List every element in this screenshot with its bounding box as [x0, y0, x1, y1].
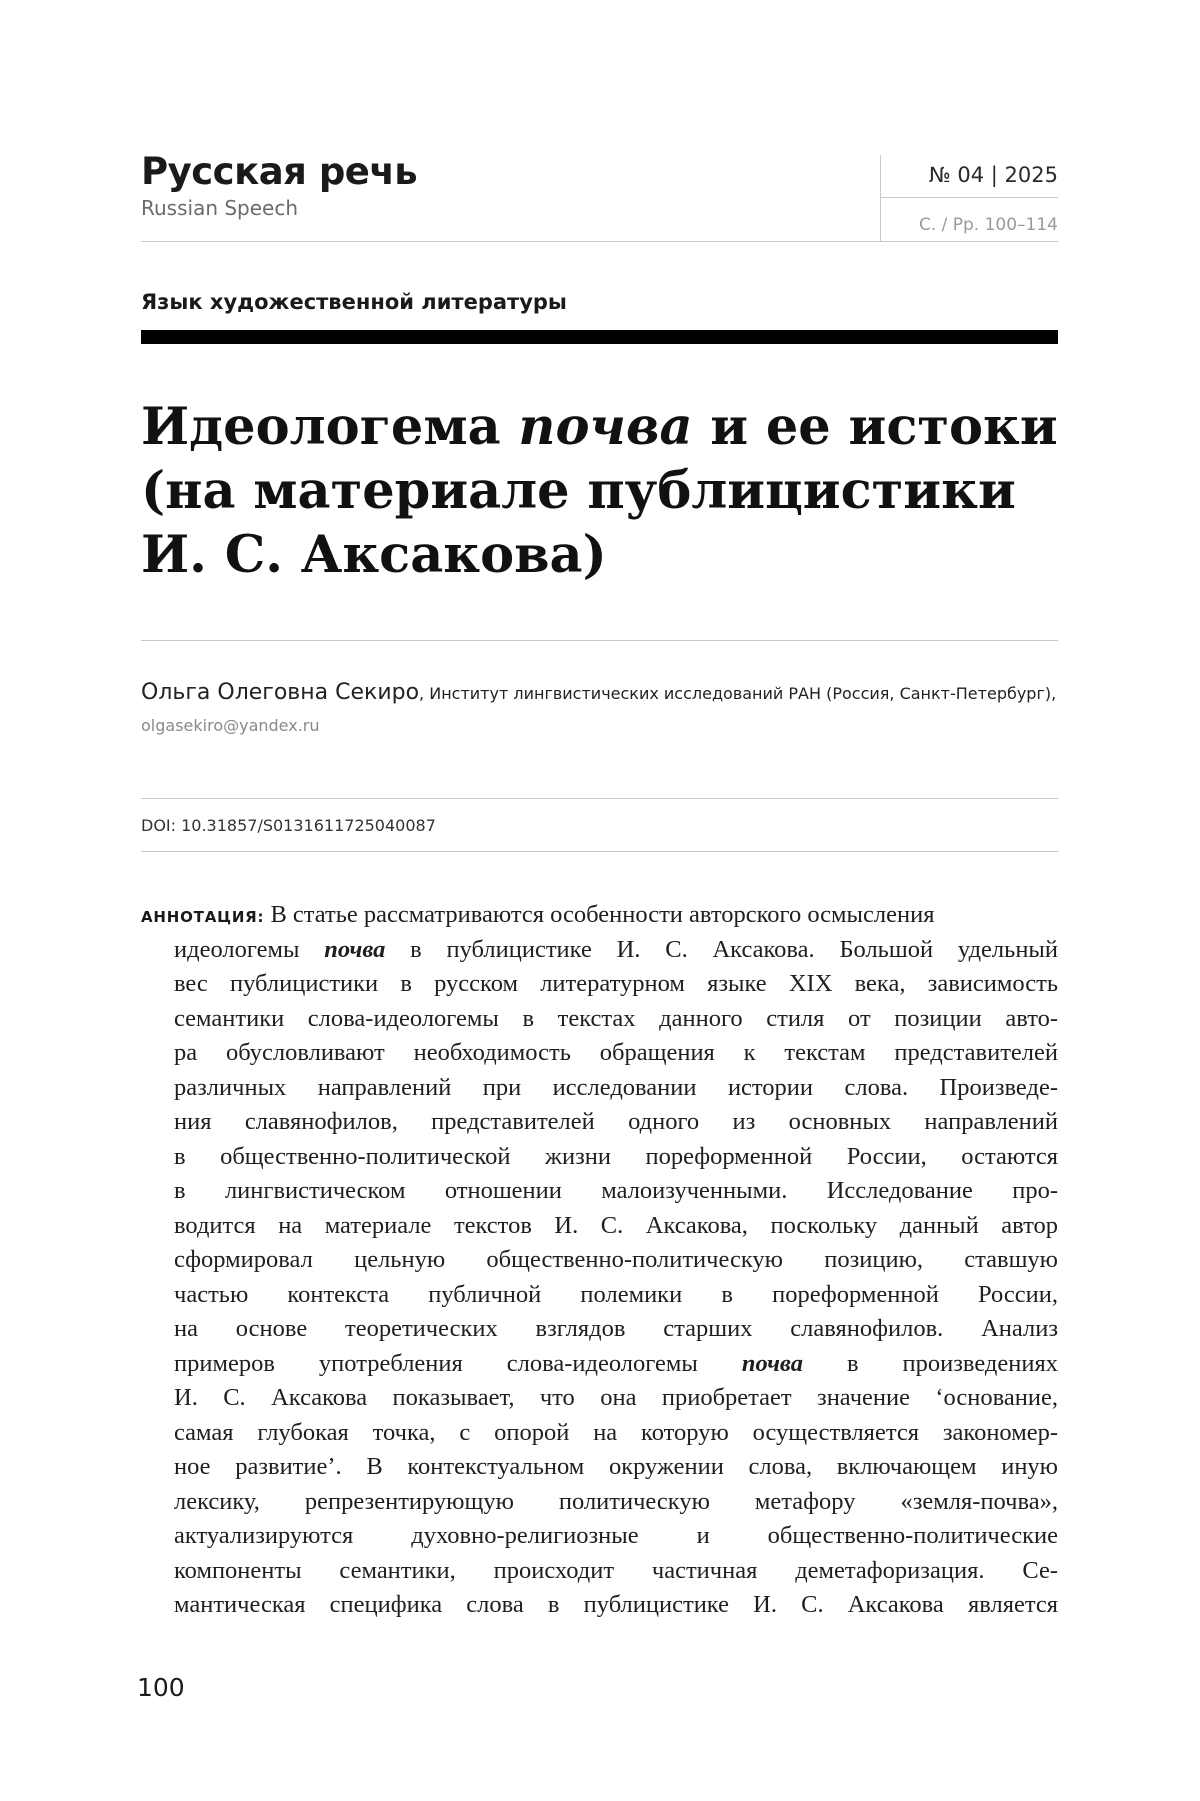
author-line — [141, 680, 1056, 705]
doi-rule-top — [141, 798, 1058, 799]
title-keyword-pochva: почва — [518, 397, 693, 457]
article-title-line-3: И. С. Аксакова) — [141, 525, 607, 585]
abstract-line: на основе теоретических взглядов старших славянофилов. Анализ — [174, 1315, 1058, 1342]
abstract-keyword-pochva: почва — [324, 935, 386, 963]
abstract — [141, 898, 1058, 1623]
abstract-line: И. С. Аксакова показывает, что она приобретает значение ‘основание, — [174, 1384, 1058, 1411]
author-affiliation: , Институт лингвистических исследований РАН (Россия, Санкт-Петербург), — [419, 684, 1057, 703]
abstract-line: самая глубокая точка, с опорой на которую осуществляется закономер- — [174, 1418, 1058, 1446]
abstract-line: ра обусловливают необходимость обращения к текстам представителей — [174, 1039, 1058, 1066]
abstract-line: различных направлений при исследовании истории слова. Произведе- — [174, 1073, 1058, 1101]
header-rule — [141, 241, 1058, 242]
abstract-line: актуализируются духовно-религиозные и общественно-политические — [174, 1522, 1058, 1549]
abstract-line: частью контекста публичной полемики в пореформенной России, — [174, 1280, 1058, 1308]
abstract-line: сформировал цельную общественно-политическую позицию, ставшую — [174, 1246, 1058, 1273]
author-name: Ольга Олеговна Секиро — [141, 680, 420, 705]
issue-number: № 04 | 2025 — [928, 163, 1058, 187]
abstract-line: компоненты семантики, происходит частичная деметафоризация. Се- — [174, 1556, 1058, 1584]
journal-title: Русская речь — [141, 150, 418, 193]
abstract-line: идеологемы почва в публицистике И. С. Аксакова. Большой удельный — [174, 935, 1059, 963]
author-email-link[interactable]: olgasekiro@yandex.ru — [141, 716, 320, 735]
section-title: Язык художественной литературы — [141, 290, 567, 314]
article-title — [141, 395, 1058, 587]
article-title-line-1: Идеологема почва и ее истоки — [141, 397, 1058, 457]
abstract-line: АННОТАЦИЯ: В статье рассматриваются особенности авторского осмысления — [141, 901, 935, 928]
abstract-line: в общественно-политической жизни пореформенной России, остаются — [174, 1142, 1058, 1170]
abstract-line: ное развитие’. В контекстуальном окружении слова, включающем иную — [174, 1453, 1058, 1480]
title-rule — [141, 640, 1058, 641]
page-range: С. / Pp. 100–114 — [918, 215, 1058, 235]
doi-link[interactable]: DOI: 10.31857/S0131611725040087 — [141, 816, 436, 835]
journal-subtitle: Russian Speech — [141, 196, 299, 220]
abstract-line: мантическая специфика слова в публицистике И. С. Аксакова является — [174, 1591, 1058, 1618]
page-number: 100 — [137, 1673, 185, 1702]
doi-rule-bottom — [141, 851, 1058, 852]
article-title-line-2: (на материале публицистики — [141, 461, 1016, 521]
abstract-line: лексику, репрезентирующую политическую метафору «земля-почва», — [174, 1487, 1058, 1515]
abstract-line: ния славянофилов, представителей одного из основных направлений — [174, 1108, 1058, 1135]
abstract-line: в лингвистическом отношении малоизученными. Исследование про- — [174, 1177, 1058, 1204]
abstract-line: семантики слова-идеологемы в текстах данного стиля от позиции авто- — [174, 1004, 1058, 1032]
section-bar — [141, 330, 1058, 344]
issue-divider — [880, 197, 1058, 198]
abstract-line: вес публицистики в русском литературном языке XIX века, зависимость — [174, 970, 1058, 997]
abstract-label: АННОТАЦИЯ: — [141, 908, 265, 926]
abstract-line: водится на материале текстов И. С. Аксакова, поскольку данный автор — [174, 1211, 1058, 1239]
abstract-keyword-pochva: почва — [741, 1349, 803, 1377]
header-divider-vertical — [880, 155, 881, 241]
abstract-line: примеров употребления слова-идеологемы почва в произведениях — [174, 1349, 1058, 1377]
